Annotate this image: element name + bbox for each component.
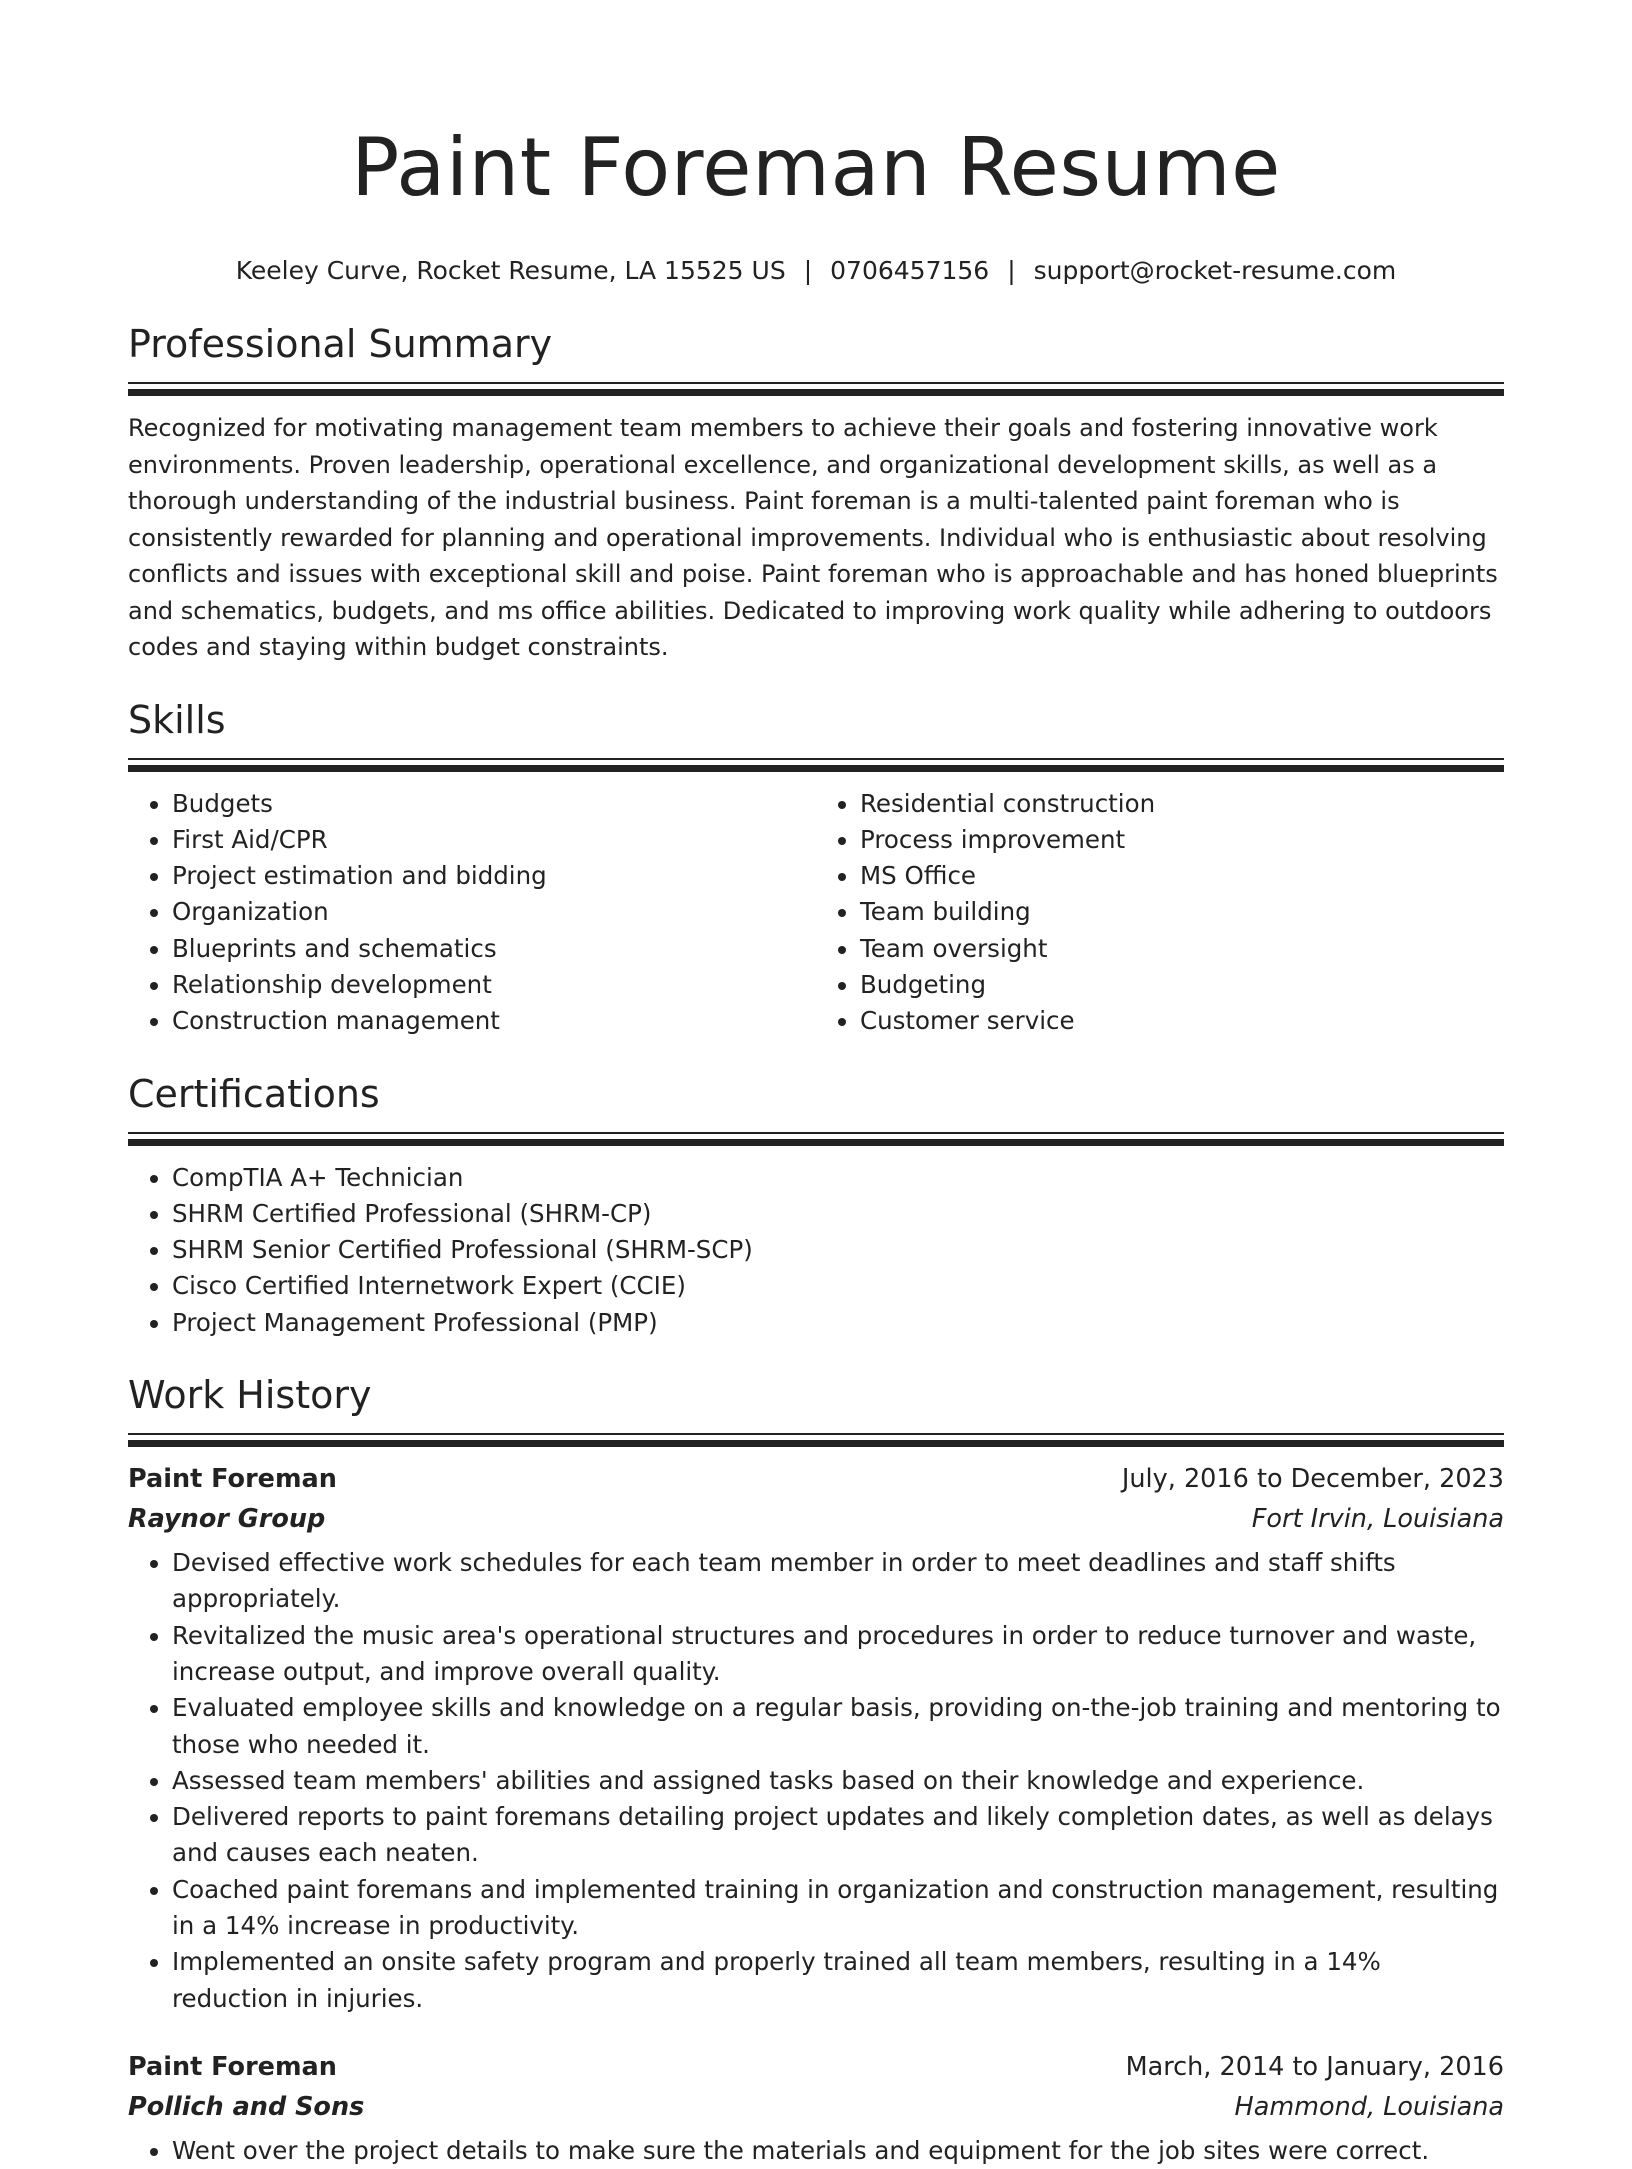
skill-item: • Budgets <box>172 786 816 822</box>
job-bullet: • Delivered reports to paint foremans detailing project updates and likely completion dates, as well as delays and causes each neaten. <box>172 1799 1504 1872</box>
skill-item: • Budgeting <box>860 967 1504 1003</box>
section-divider <box>128 1132 1504 1134</box>
certification-item: • Project Management Professional (PMP) <box>172 1305 1504 1341</box>
job-bullet: • Evaluated employee skills and knowledge on a regular basis, providing on-the-job training and mentoring to those who needed it. <box>172 1690 1504 1763</box>
section-divider <box>128 1433 1504 1435</box>
contact-phone: 0706457156 <box>830 256 990 285</box>
job-bullet: • Assessed team members' abilities and assigned tasks based on their knowledge and experience. <box>172 1763 1504 1799</box>
section-divider-thick <box>128 765 1504 772</box>
skill-item: • Residential construction <box>860 786 1504 822</box>
job-location: Fort Irvin, Louisiana <box>1251 1504 1504 1535</box>
skill-item: • Team oversight <box>860 931 1504 967</box>
certification-item: • SHRM Certified Professional (SHRM-CP) <box>172 1196 1504 1232</box>
skills-list-left <box>128 786 816 1040</box>
skill-item: • Project estimation and bidding <box>172 858 816 894</box>
skill-item: • Construction management <box>172 1003 816 1039</box>
skill-item: • Customer service <box>860 1003 1504 1039</box>
certification-item: • Cisco Certified Internetwork Expert (CCIE) <box>172 1268 1504 1304</box>
skill-item: • First Aid/CPR <box>172 822 816 858</box>
contact-separator: | <box>1007 256 1016 285</box>
skills-list-right <box>816 786 1504 1040</box>
certifications-heading: Certifications <box>128 1071 380 1116</box>
job-company: Pollich and Sons <box>128 2091 365 2122</box>
job-bullet: • Revitalized the music area's operational structures and procedures in order to reduce turnover and waste, increase output, and improve overall quality. <box>172 1618 1504 1691</box>
work-history-section <box>128 1371 1504 2169</box>
job-header-row <box>128 2047 1504 2087</box>
skills-columns <box>128 786 1504 1040</box>
job-subheader-row <box>128 1499 1504 1539</box>
job-bullet: • Coached paint foremans and implemented training in organization and construction management, resulting in a 14% increase in productivity. <box>172 1872 1504 1945</box>
resume-title: Paint Foreman Resume <box>351 121 1281 214</box>
job-entry <box>128 2047 1504 2169</box>
job-location: Hammond, Louisiana <box>1234 2091 1504 2122</box>
job-header-row <box>128 1459 1504 1499</box>
job-subheader-row <box>128 2087 1504 2127</box>
skill-item: • Team building <box>860 894 1504 930</box>
contact-line <box>128 254 1504 288</box>
certifications-list <box>128 1160 1504 1341</box>
resume-page <box>128 0 1504 2169</box>
contact-separator: | <box>803 256 813 285</box>
job-title: Paint Foreman <box>128 2051 337 2082</box>
job-bullets <box>128 2133 1504 2169</box>
job-company: Raynor Group <box>128 1504 326 1535</box>
skill-item: • Process improvement <box>860 822 1504 858</box>
work-history-heading: Work History <box>128 1373 372 1418</box>
job-title: Paint Foreman <box>128 1464 337 1495</box>
certification-item: • SHRM Senior Certified Professional (SHRM-SCP) <box>172 1232 1504 1268</box>
job-bullets <box>128 1545 1504 2017</box>
summary-section <box>128 320 1504 666</box>
contact-address: Keeley Curve, Rocket Resume, LA 15525 US <box>235 256 786 285</box>
section-divider-thick <box>128 1139 1504 1146</box>
contact-email: support@rocket-resume.com <box>1033 256 1397 285</box>
summary-heading: Professional Summary <box>128 322 553 366</box>
skill-item: • Blueprints and schematics <box>172 931 816 967</box>
skill-item: • Relationship development <box>172 967 816 1003</box>
summary-text: Recognized for motivating management team members to achieve their goals and fostering innovative work environments. Proven leadership, operational excellence, and organizational development skills, as well as a thorough understanding of the industrial business. Paint foreman is a multi-talented paint foreman who is consistently rewarded for planning and operational improvements. Individual who is enthusiastic about resolving conflicts and issues with exceptional skill and poise. Paint foreman who is approachable and has honed blueprints and schematics, budgets, and ms office abilities. Dedicated to improving work quality while adhering to outdoors codes and staying within budget constraints. <box>128 414 1498 661</box>
certification-item: • CompTIA A+ Technician <box>172 1160 1504 1196</box>
skills-section <box>128 696 1504 1040</box>
certifications-section <box>128 1070 1504 1341</box>
skill-item: • Organization <box>172 894 816 930</box>
job-entry <box>128 1459 1504 2017</box>
job-bullet: • Implemented an onsite safety program and properly trained all team members, resulting in a 14% reduction in injuries. <box>172 1944 1504 2017</box>
section-divider <box>128 758 1504 760</box>
job-dates: March, 2014 to January, 2016 <box>1125 2051 1504 2082</box>
skill-item: • MS Office <box>860 858 1504 894</box>
job-dates: July, 2016 to December, 2023 <box>1121 1464 1504 1495</box>
section-divider-thick <box>128 1440 1504 1447</box>
section-divider <box>128 382 1504 384</box>
job-bullet: • Went over the project details to make sure the materials and equipment for the job sites were correct. <box>172 2133 1504 2169</box>
job-bullet: • Devised effective work schedules for each team member in order to meet deadlines and staff shifts appropriately. <box>172 1545 1504 1618</box>
section-divider-thick <box>128 389 1504 396</box>
skills-heading: Skills <box>128 697 226 742</box>
